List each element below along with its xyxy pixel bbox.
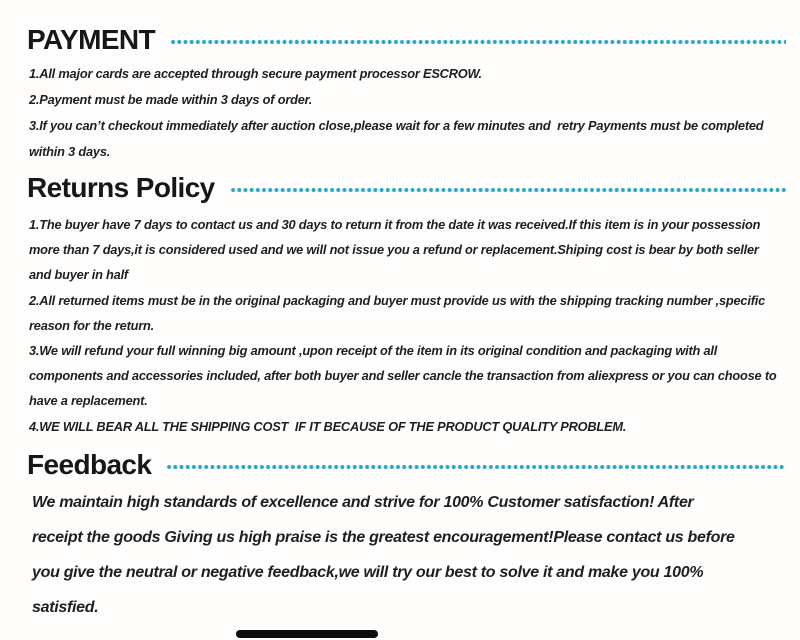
feedback-section-body: [32, 485, 800, 625]
returns-policy-line: 4.WE WILL BEAR ALL THE SHIPPING COST IF IT BECAUSE OF THE PRODUCT QUALITY PROBLEM.: [29, 418, 627, 434]
payment-line: 2.Payment must be made within 3 days of order.: [29, 92, 313, 107]
returns-policy-line: reason for the return.: [29, 317, 155, 333]
feedback-line: receipt the goods Giving us high praise is the greatest encouragement!Please contact us before: [32, 528, 735, 546]
feedback-line: We maintain high standards of excellence and strive for 100% Customer satisfaction! After: [32, 493, 694, 511]
feedback-section-title: Feedback: [27, 448, 152, 480]
payment-section-body: [29, 61, 800, 165]
payment-line: 3.If you can’t checkout immediately after auction close,please wait for a few minutes and retry Payments must be completed: [29, 118, 764, 133]
payment-section-title: PAYMENT: [27, 24, 156, 55]
returns-policy-line: have a replacement.: [29, 393, 148, 409]
payment-section-header: [27, 22, 786, 58]
dotted-divider: [230, 187, 786, 193]
returns-policy-line: components and accessories included, after both buyer and seller cancle the transaction from aliexpress or you can choose to: [29, 368, 777, 384]
dotted-divider: [166, 464, 786, 470]
home-indicator-bar: [236, 630, 378, 638]
payment-line: within 3 days.: [29, 144, 111, 159]
payment-line: 1.All major cards are accepted through secure payment processor ESCROW.: [29, 66, 482, 81]
feedback-section-header: [27, 447, 786, 483]
returns-policy-line: and buyer in half: [29, 267, 128, 283]
returns-policy-section-title: Returns Policy: [27, 172, 215, 203]
returns-policy-line: more than 7 days,it is considered used and we will not issue you a refund or replacement.Shiping cost is bear by both seller: [29, 242, 759, 258]
feedback-line: you give the neutral or negative feedback,we will try our best to solve it and make you 100%: [32, 563, 704, 581]
returns-policy-section-header: [27, 170, 786, 206]
returns-policy-section-body: [29, 212, 800, 439]
feedback-line: satisfied.: [32, 598, 99, 616]
dotted-divider: [170, 39, 786, 45]
returns-policy-line: 3.We will refund your full winning big amount ,upon receipt of the item in its original condition and packaging with all: [29, 343, 718, 359]
returns-policy-line: 1.The buyer have 7 days to contact us and 30 days to return it from the date it was received.If this item is in your possession: [29, 217, 761, 232]
returns-policy-line: 2.All returned items must be in the original packaging and buyer must provide us with the shipping tracking number ,specific: [29, 292, 766, 308]
